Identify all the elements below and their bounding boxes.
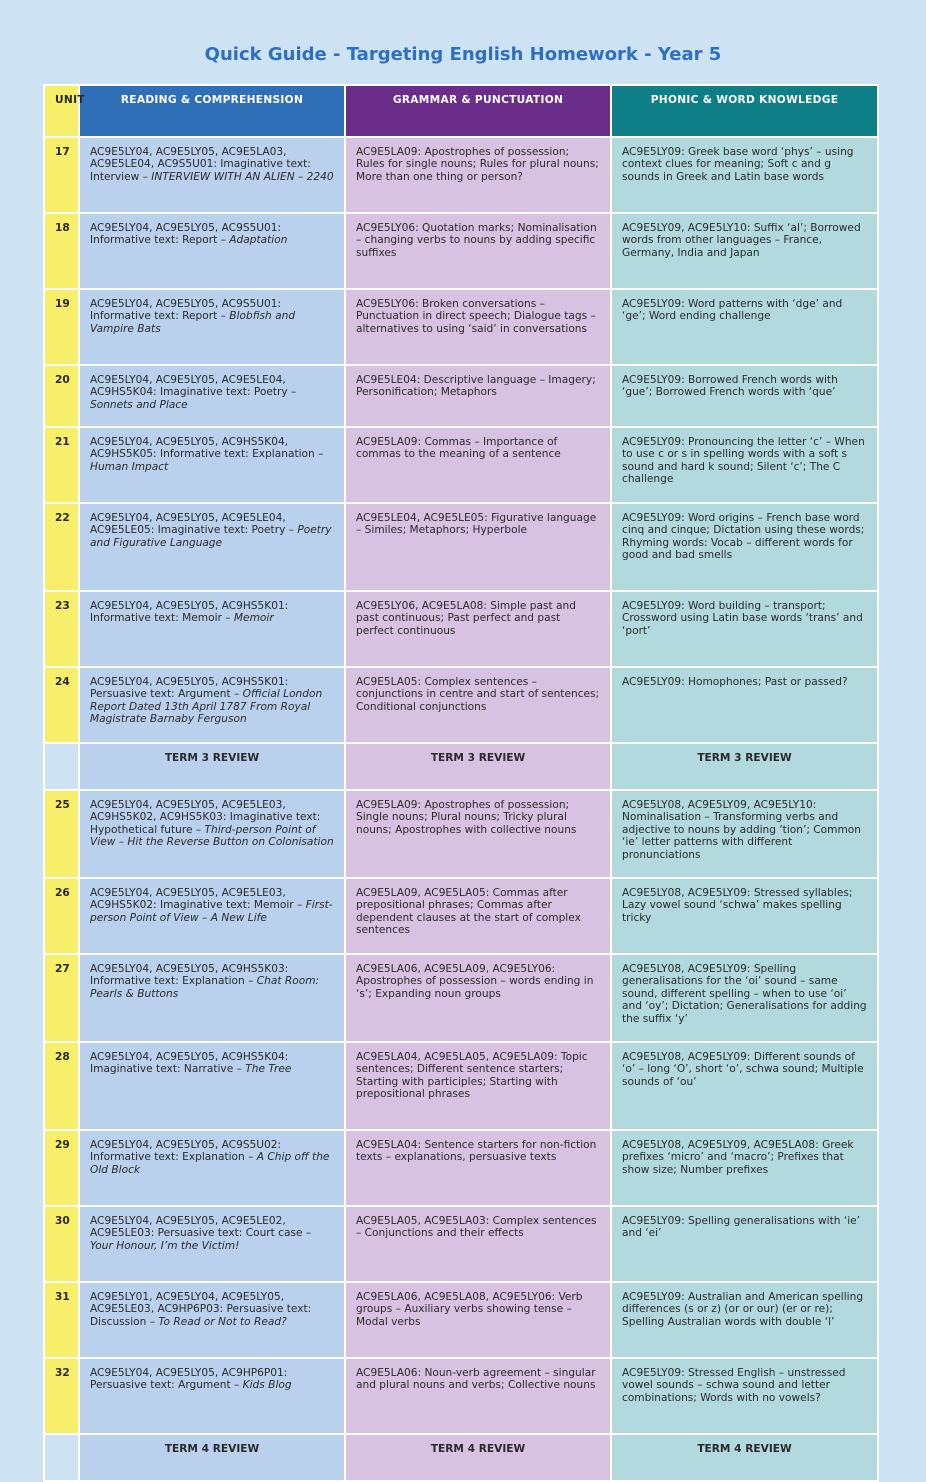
grammar-cell: AC9E5LY06, AC9E5LA08: Simple past and past continuous; Past perfect and past perfect continuous [345,591,611,667]
reading-title: Kids Blog [242,1379,292,1392]
grammar-cell: AC9E5LA05: Complex sentences – conjunctions in centre and start of sentences; Conditional conjunctions [345,667,611,743]
reading-text: AC9E5LY04, AC9E5LY05, AC9E5LE04, AC9E5LE05: Imaginative text: Poetry – [90,512,298,537]
grammar-cell: AC9E5LA09: Commas – Importance of commas to the meaning of a sentence [345,427,611,503]
phonic-cell: AC9E5LY09: Homophones; Past or passed? [611,667,878,743]
table-row [44,790,878,878]
phonic-cell: AC9E5LY08, AC9E5LY09: Stressed syllables; Lazy vowel sound ‘schwa’ makes spelling tricky [611,878,878,954]
reading-title: Your Honour, I’m the Victim! [90,1239,240,1252]
grammar-cell: AC9E5LA06, AC9E5LA09, AC9E5LY06: Apostrophes of possession – words ending in ‘s’; Expanding noun groups [345,954,611,1042]
phonic-cell: AC9E5LY09: Spelling generalisations with ‘ie’ and ‘ei’ [611,1206,878,1282]
review-row [44,743,878,790]
unit-number: 28 [44,1042,79,1130]
unit-number: 25 [44,790,79,878]
phonic-cell: AC9E5LY08, AC9E5LY09, AC9E5LA08: Greek prefixes ‘micro’ and ‘macro’; Prefixes that show size; Number prefixes [611,1130,878,1206]
reading-title: Adaptation [229,234,288,247]
unit-number: 29 [44,1130,79,1206]
reading-title: INTERVIEW WITH AN ALIEN – 2240 [151,170,334,183]
reading-text: AC9E5LY04, AC9E5LY05, AC9HS5K01: Informative text: Memoir – [90,600,289,625]
grammar-cell: AC9E5LA09, AC9E5LA05: Commas after prepositional phrases; Commas after dependent clauses at the start of complex sentences [345,878,611,954]
reading-cell [79,289,345,365]
reading-cell [79,1042,345,1130]
reading-text: AC9E5LY04, AC9E5LY05, AC9E5LE02, AC9E5LE03: Persuasive text: Court case – [90,1215,312,1240]
reading-title: Poetry and Figurative Language [90,524,332,549]
phonic-cell: AC9E5LY09: Word origins – French base word cinq and cinque; Dictation using these words; Rhyming words: Vocab – different words for good and bad smells [611,503,878,591]
grammar-cell: AC9E5LA05, AC9E5LA03: Complex sentences – Conjunctions and their effects [345,1206,611,1282]
grammar-cell: AC9E5LA04, AC9E5LA05, AC9E5LA09: Topic sentences; Different sentence starters; Starting with participles; Starting with prepositional phrases [345,1042,611,1130]
phonic-cell: AC9E5LY09: Pronouncing the letter ‘c’ – When to use c or s in spelling words with a soft s sound and hard k sound; Silent ‘c’; The C challenge [611,427,878,503]
reading-title: A Chip off the Old Block [90,1151,330,1176]
unit-number: 30 [44,1206,79,1282]
unit-number: 20 [44,365,79,427]
reading-cell [79,1282,345,1358]
unit-number: 17 [44,137,79,213]
review-cell: TERM 3 REVIEW [79,743,345,790]
review-row [44,1434,878,1481]
review-cell: TERM 3 REVIEW [611,743,878,790]
reading-cell [79,427,345,503]
reading-title: To Read or Not to Read? [158,1315,287,1328]
review-cell: TERM 3 REVIEW [345,743,611,790]
table-row [44,1042,878,1130]
reading-text: AC9E5LY04, AC9E5LY05, AC9HS5K04: Imaginative text: Narrative – [90,1051,289,1076]
reading-cell [79,137,345,213]
header-row [44,85,878,137]
reading-title: Sonnets and Place [90,398,188,411]
reading-cell [79,878,345,954]
grammar-cell: AC9E5LA06: Noun-verb agreement – singular and plural nouns and verbs; Collective nouns [345,1358,611,1434]
table-row [44,427,878,503]
table-row [44,137,878,213]
reading-text: AC9E5LY04, AC9E5LY05, AC9E5LA03, AC9E5LE04, AC9S5U01: Imaginative text: Interview – [90,146,311,183]
unit-number: 18 [44,213,79,289]
page-title: Quick Guide - Targeting English Homework - Year 5 [204,44,722,65]
reading-cell [79,790,345,878]
reading-title: Chat Room: Pearls & Buttons [90,975,320,1000]
reading-title: Memoir [233,612,274,625]
table-row [44,591,878,667]
phonic-cell: AC9E5LY08, AC9E5LY09: Different sounds of ‘o’ – long ‘O’, short ‘o’, schwa sound; Multiple sounds of ‘ou’ [611,1042,878,1130]
review-cell: TERM 4 REVIEW [345,1434,611,1481]
quick-guide-table [43,84,879,1482]
unit-number: 31 [44,1282,79,1358]
grammar-cell: AC9E5LA06, AC9E5LA08, AC9E5LY06: Verb groups – Auxiliary verbs showing tense – Modal verbs [345,1282,611,1358]
grammar-cell: AC9E5LE04, AC9E5LE05: Figurative language – Similes; Metaphors; Hyperbole [345,503,611,591]
reading-cell [79,503,345,591]
unit-number: 32 [44,1358,79,1434]
phonic-cell: AC9E5LY09: Word patterns with ‘dge’ and ‘ge’; Word ending challenge [611,289,878,365]
unit-number: 21 [44,427,79,503]
review-unit-spacer [44,743,79,790]
reading-cell [79,954,345,1042]
unit-number: 19 [44,289,79,365]
table-row [44,213,878,289]
table-row [44,1130,878,1206]
reading-title: Third-person Point of View – Hit the Reverse Button on Colonisation [90,823,334,849]
table-row [44,1282,878,1358]
reading-cell [79,591,345,667]
phonic-cell: AC9E5LY08, AC9E5LY09: Spelling generalisations for the ‘oi’ sound – same sound, different spelling – when to use ‘oi’ and ‘oy’; Dictation; Generalisations for adding the suffix ‘y’ [611,954,878,1042]
unit-number: 22 [44,503,79,591]
reading-cell [79,365,345,427]
reading-text: AC9E5LY04, AC9E5LY05, AC9E5LE03, AC9HS5K02: Imaginative text: Memoir – [90,887,306,912]
phonic-cell: AC9E5LY08, AC9E5LY09, AC9E5LY10: Nominalisation – Transforming verbs and adjective to nouns by adding ‘tion’; Common ‘ie’ letter patterns with different pronunciations [611,790,878,878]
reading-cell [79,1358,345,1434]
grammar-cell: AC9E5LA09: Apostrophes of possession; Single nouns; Plural nouns; Tricky plural nouns; Apostrophes with collective nouns [345,790,611,878]
review-cell: TERM 4 REVIEW [79,1434,345,1481]
header-unit: UNIT [44,85,79,137]
review-cell: TERM 4 REVIEW [611,1434,878,1481]
grammar-cell: AC9E5LY06: Quotation marks; Nominalisation – changing verbs to nouns by adding specific suffixes [345,213,611,289]
phonic-cell: AC9E5LY09: Word building – transport; Crossword using Latin base words ‘trans’ and ‘port’ [611,591,878,667]
unit-number: 23 [44,591,79,667]
phonic-cell: AC9E5LY09: Borrowed French words with ‘gue’; Borrowed French words with ‘que’ [611,365,878,427]
reading-title: The Tree [245,1063,292,1076]
unit-number: 24 [44,667,79,743]
table-row [44,1206,878,1282]
reading-text: AC9E5LY04, AC9E5LY05, AC9E5LE03, AC9HS5K02, AC9HS5K03: Imaginative text: Hypothetical future – [90,799,321,836]
header-reading: READING & COMPREHENSION [79,85,345,137]
table-row [44,365,878,427]
unit-number: 27 [44,954,79,1042]
table-row [44,289,878,365]
header-phonic: PHONIC & WORD KNOWLEDGE [611,85,878,137]
reading-text: AC9E5LY04, AC9E5LY05, AC9E5LE04, AC9HS5K04: Imaginative text: Poetry – [90,374,297,399]
reading-text: AC9E5LY04, AC9E5LY05, AC9S5U01: Informative text: Report – [90,298,282,323]
reading-text: AC9E5LY01, AC9E5LY04, AC9E5LY05, AC9E5LE03, AC9HP6P03: Persuasive text: Discussion – [90,1291,312,1328]
reading-cell [79,213,345,289]
grammar-cell: AC9E5LA09: Apostrophes of possession; Rules for single nouns; Rules for plural nouns; More than one thing or person? [345,137,611,213]
reading-cell [79,1130,345,1206]
phonic-cell: AC9E5LY09: Stressed English – unstressed vowel sounds – schwa sound and letter combinations; Words with no vowels? [611,1358,878,1434]
unit-number: 26 [44,878,79,954]
reading-title: Official London Report Dated 13th April 1787 From Royal Magistrate Barnaby Ferguson [90,688,323,726]
review-unit-spacer [44,1434,79,1481]
grammar-cell: AC9E5LA04: Sentence starters for non-fiction texts – explanations, persuasive texts [345,1130,611,1206]
table-row [44,667,878,743]
reading-text: AC9E5LY04, AC9E5LY05, AC9S5U01: Informative text: Report – [90,222,282,247]
reading-title: Human Impact [90,460,169,473]
reading-text: AC9E5LY04, AC9E5LY05, AC9HP6P01: Persuasive text: Argument – [90,1367,288,1392]
reading-title: First-person Point of View – A New Life [90,899,333,924]
reading-text: AC9E5LY04, AC9E5LY05, AC9HS5K01: Persuasive text: Argument – [90,676,289,701]
header-grammar: GRAMMAR & PUNCTUATION [345,85,611,137]
reading-text: AC9E5LY04, AC9E5LY05, AC9HS5K03: Informative text: Explanation – [90,963,289,988]
phonic-cell: AC9E5LY09: Australian and American spelling differences (s or z) (or or our) (er or re); Spelling Australian words with double ‘l’ [611,1282,878,1358]
table-row [44,503,878,591]
reading-cell [79,667,345,743]
phonic-cell: AC9E5LY09, AC9E5LY10: Suffix ‘al’; Borrowed words from other languages – France, Germany, India and Japan [611,213,878,289]
grammar-cell: AC9E5LE04: Descriptive language – Imagery; Personification; Metaphors [345,365,611,427]
reading-title: Blobfish and Vampire Bats [90,310,296,335]
reading-text: AC9E5LY04, AC9E5LY05, AC9HS5K04, AC9HS5K05: Informative text: Explanation – [90,436,324,461]
table-row [44,878,878,954]
phonic-cell: AC9E5LY09: Greek base word ‘phys’ – using context clues for meaning; Soft c and g sounds in Greek and Latin base words [611,137,878,213]
grammar-cell: AC9E5LY06: Broken conversations – Punctuation in direct speech; Dialogue tags – alternatives to using ‘said’ in conversations [345,289,611,365]
reading-text: AC9E5LY04, AC9E5LY05, AC9S5U02: Informative text: Explanation – [90,1139,282,1164]
reading-cell [79,1206,345,1282]
table-row [44,954,878,1042]
table-body [44,137,878,1481]
table-row [44,1358,878,1434]
